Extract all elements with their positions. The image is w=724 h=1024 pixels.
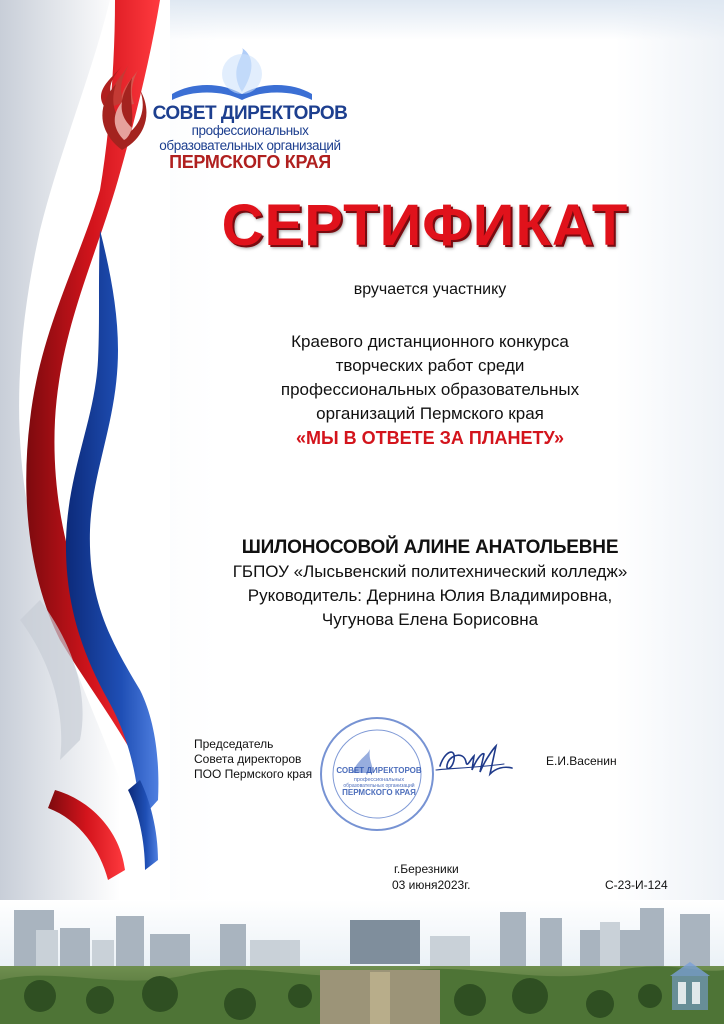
logo-line-region: ПЕРМСКОГО КРАЯ [169, 152, 331, 172]
certificate-title: СЕРТИФИКАТ [221, 193, 629, 258]
handwritten-signature [434, 740, 516, 780]
logo-line-organizations: образовательных организаций [159, 137, 341, 153]
top-gradient-band [160, 0, 724, 40]
awarded-to-text: вручается участнику [353, 281, 507, 298]
stamp-line-4: ПЕРМСКОГО КРАЯ [342, 788, 416, 797]
contest-description [210, 330, 650, 450]
stamp-line-1: СОВЕТ ДИРЕКТОРОВ [336, 766, 422, 775]
supervisor-line: Руководитель: Дернина Юлия Владимировна, [247, 586, 613, 605]
contest-name: «МЫ В ОТВЕТЕ ЗА ПЛАНЕТУ» [296, 428, 564, 448]
signer-name: Е.И.Васенин [546, 754, 617, 768]
council-logo-text [150, 104, 350, 171]
recipient-block [180, 536, 680, 632]
contest-line-2: творческих работ среди [335, 356, 525, 375]
flame-emblem-icon [92, 62, 152, 152]
city-panorama-image [0, 900, 724, 1024]
official-stamp [318, 715, 436, 833]
contest-line-3: профессиональных образовательных [280, 380, 580, 399]
issue-city: г.Березники [394, 862, 459, 876]
chairman-line-2: Совета директоров [194, 752, 302, 766]
chairman-line-1: Председатель [194, 737, 274, 751]
corner-emblem-icon [666, 958, 714, 1014]
supervisor-line-2: Чугунова Елена Борисовна [321, 610, 539, 629]
stamp-line-3: образовательных организаций [343, 783, 415, 789]
recipient-organization: ГБПОУ «Лысьвенский политехнический колледж» [232, 562, 628, 581]
chairman-title [194, 737, 312, 782]
issue-date: 03 июня2023г. [392, 878, 471, 892]
stamp-line-2: профессиональных [353, 777, 405, 783]
contest-line-4: организаций Пермского края [316, 404, 544, 423]
recipient-name: ШИЛОНОСОВОЙ АЛИНЕ АНАТОЛЬЕВНЕ [241, 537, 619, 558]
logo-line-professional: профессиональных [191, 123, 309, 138]
chairman-line-3: ПОО Пермского края [194, 767, 313, 781]
logo-line-council: СОВЕТ ДИРЕКТОРОВ [152, 103, 348, 124]
contest-line-1: Краевого дистанционного конкурса [291, 332, 569, 351]
certificate-code: С-23-И-124 [605, 878, 668, 892]
